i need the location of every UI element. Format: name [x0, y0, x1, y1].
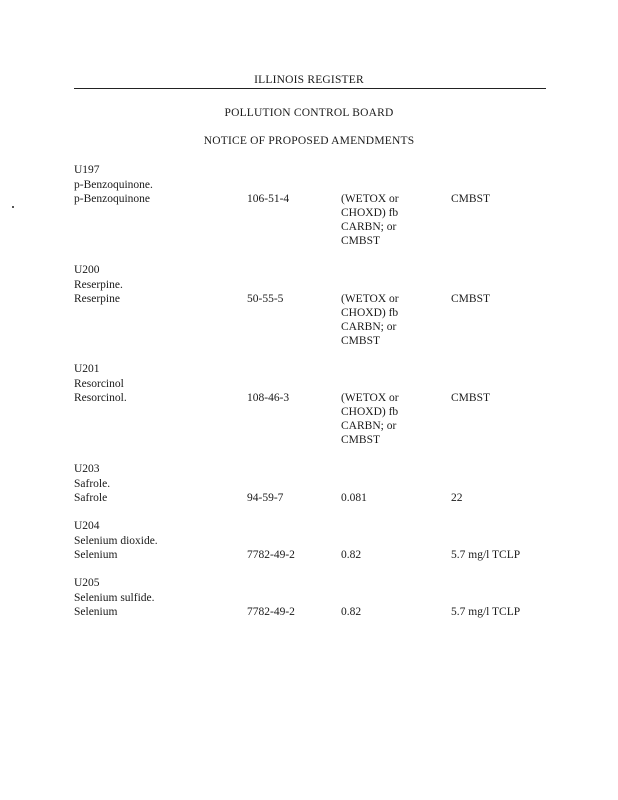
cas-number: 7782-49-2 [247, 606, 295, 618]
waste-code: U197 [74, 164, 100, 176]
constituent-name: Safrole [74, 492, 108, 504]
cas-number: 108-46-3 [247, 392, 290, 404]
cas-number: 106-51-4 [247, 193, 290, 205]
board-name: POLLUTION CONTROL BOARD [224, 107, 394, 119]
wastewater-line: CARBN; or [341, 321, 397, 333]
waste-description: Selenium sulfide. [74, 592, 155, 604]
cas-number: 50-55-5 [247, 293, 284, 305]
constituent-name: Resorcinol. [74, 392, 127, 404]
cas-number: 7782-49-2 [247, 549, 295, 561]
wastewater-line: CARBN; or [341, 420, 397, 432]
waste-description: Resorcinol [74, 378, 124, 390]
nonwastewater-standard: 22 [451, 492, 463, 504]
waste-description: Reserpine. [74, 279, 123, 291]
register-title: ILLINOIS REGISTER [254, 74, 364, 86]
wastewater-standard [341, 292, 441, 348]
wastewater-line: 0.82 [341, 606, 362, 618]
wastewater-line: CHOXD) fb [341, 307, 399, 319]
waste-code: U205 [74, 577, 100, 589]
wastewater-standard [341, 192, 441, 248]
waste-code: U204 [74, 520, 100, 532]
waste-code: U200 [74, 264, 100, 276]
header-rule [74, 88, 546, 89]
waste-description: Safrole. [74, 478, 111, 490]
wastewater-standard [341, 548, 441, 562]
nonwastewater-standard: 5.7 mg/l TCLP [451, 549, 521, 561]
nonwastewater-standard: CMBST [451, 293, 490, 305]
wastewater-standard [341, 491, 441, 505]
nonwastewater-standard: 5.7 mg/l TCLP [451, 606, 521, 618]
waste-description: Selenium dioxide. [74, 535, 158, 547]
cas-number: 94-59-7 [247, 492, 284, 504]
waste-code: U201 [74, 363, 100, 375]
wastewater-line: CHOXD) fb [341, 207, 399, 219]
wastewater-line: 0.82 [341, 549, 362, 561]
nonwastewater-standard: CMBST [451, 392, 490, 404]
constituent-name: Reserpine [74, 293, 120, 305]
wastewater-standard [341, 391, 441, 447]
wastewater-standard [341, 605, 441, 619]
constituent-name: Selenium [74, 606, 118, 618]
wastewater-line: 0.081 [341, 492, 367, 504]
nonwastewater-standard: CMBST [451, 193, 490, 205]
wastewater-line: CMBST [341, 235, 380, 247]
waste-description: p-Benzoquinone. [74, 179, 153, 191]
waste-code: U203 [74, 463, 100, 475]
wastewater-line: CHOXD) fb [341, 406, 399, 418]
wastewater-line: CMBST [341, 335, 380, 347]
notice-title: NOTICE OF PROPOSED AMENDMENTS [203, 135, 415, 147]
scan-speck [12, 206, 14, 208]
wastewater-line: (WETOX or [341, 193, 399, 205]
wastewater-line: (WETOX or [341, 293, 399, 305]
wastewater-line: (WETOX or [341, 392, 399, 404]
wastewater-line: CMBST [341, 434, 380, 446]
constituent-name: p-Benzoquinone [74, 193, 151, 205]
constituent-name: Selenium [74, 549, 118, 561]
wastewater-line: CARBN; or [341, 221, 397, 233]
